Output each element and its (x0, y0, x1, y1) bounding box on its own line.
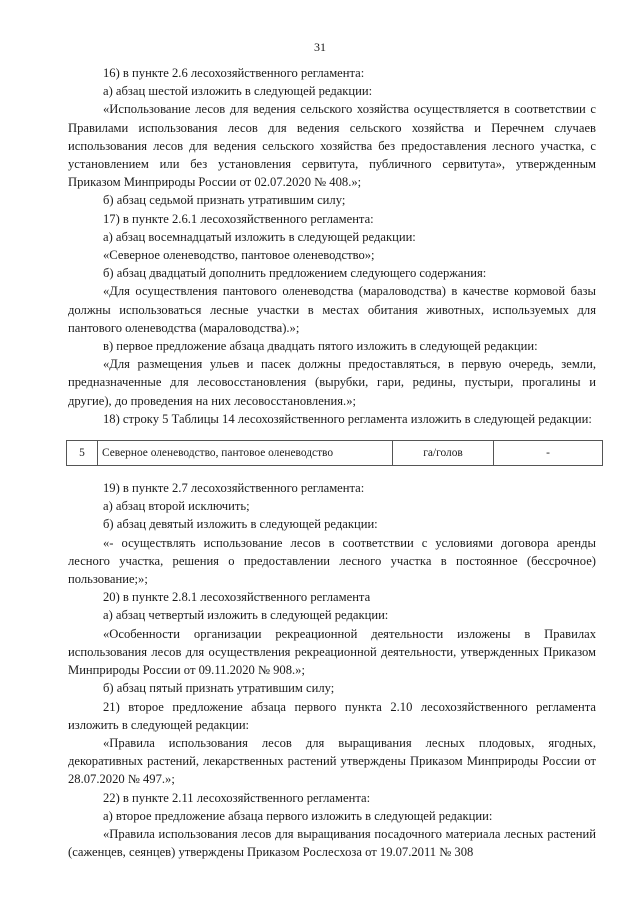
paragraph: «Для осуществления пантового оленеводства (мараловодства) в качестве кормовой базы должны использоваться лесные участки в местах обитания животных, используемых для пантового оленеводства (мараловодства).»; (68, 284, 596, 335)
paragraph: а) абзац шестой изложить в следующей редакции: (103, 84, 373, 99)
paragraph: а) второе предложение абзаца первого изложить в следующей редакции: (103, 808, 493, 823)
paragraph: б) абзац пятый признать утратившим силу; (103, 681, 335, 696)
paragraph: а) абзац второй исключить; (103, 499, 250, 514)
paragraph: «Особенности организации рекреационной деятельности изложены в Правилах использования лесов для осуществления рекреационной деятельности, утвержденных Приказом Минприроды России от 09.11.2020 № 908.»; (68, 626, 596, 678)
paragraph: 20) в пункте 2.8.1 лесохозяйственного регламента (103, 590, 371, 605)
paragraph: 16) в пункте 2.6 лесохозяйственного регламента: (103, 66, 365, 80)
paragraph: 17) в пункте 2.6.1 лесохозяйственного регламента: (103, 211, 374, 226)
paragraph: б) абзац девятый изложить в следующей редакции: (103, 517, 378, 532)
table-14-row (66, 440, 603, 466)
page-number: 31 (314, 40, 326, 54)
paragraph: «Для размещения ульев и пасек должны предоставляться, в первую очередь, земли, предназначенные для лесовосстановления (вырубки, гари, редины, пустыри, прогалины и другие), до проведения на них лесовосстановления.»; (68, 357, 596, 408)
paragraph: «Использование лесов для ведения сельского хозяйства осуществляется в соответствии с Правилами использования лесов для ведения сельского хозяйства и Перечнем случаев использования лесов для ведения сельского хозяйства без предоставления лесного участка, с установлением или без установления сервитута, публичного сервитута», утвержденным Приказом Минприроды России от 02.07.2020 № 408.»; (68, 102, 596, 190)
unit-cell: га/голов (393, 441, 494, 466)
paragraph: «Северное оленеводство, пантовое оленеводство»; (103, 248, 375, 263)
paragraph: «Правила использования лесов для выращивания лесных плодовых, ягодных, декоративных растений, лекарственных растений утверждены Приказом Минприроды России от 28.07.2020 № 497.»; (68, 735, 596, 787)
paragraph: 21) второе предложение абзаца первого пункта 2.10 лесохозяйственного регламента изложить в следующей редакции: (68, 699, 596, 732)
paragraph: 18) строку 5 Таблицы 14 лесохозяйственного регламента изложить в следующей редакции: (103, 411, 592, 426)
paragraph: «- осуществлять использование лесов в соответствии с условиями договора аренды лесного участка, решения о предоставлении лесного участка в постоянное (бессрочное) пользование;»; (68, 535, 596, 587)
paragraph: а) абзац восемнадцатый изложить в следующей редакции: (103, 229, 416, 244)
paragraph: а) абзац четвертый изложить в следующей редакции: (103, 608, 389, 623)
paragraph: «Правила использования лесов для выращивания посадочного материала лесных растений (саженцев, сеянцев) утверждены Приказом Рослесхоза от 19.07.2011 № 308 (68, 826, 596, 860)
paragraph: б) абзац седьмой признать утратившим силу; (103, 193, 346, 208)
paragraph: б) абзац двадцатый дополнить предложением следующего содержания: (103, 266, 487, 281)
row-number-cell: 5 (67, 441, 98, 466)
table-row (67, 441, 603, 466)
value-cell: - (494, 441, 603, 466)
paragraph: в) первое предложение абзаца двадцать пятого изложить в следующей редакции: (103, 339, 538, 354)
document-body (68, 64, 596, 861)
paragraph: 22) в пункте 2.11 лесохозяйственного регламента: (103, 790, 371, 805)
activity-cell: Северное оленеводство, пантовое оленеводство (98, 441, 393, 466)
paragraph: 19) в пункте 2.7 лесохозяйственного регламента: (103, 481, 365, 496)
